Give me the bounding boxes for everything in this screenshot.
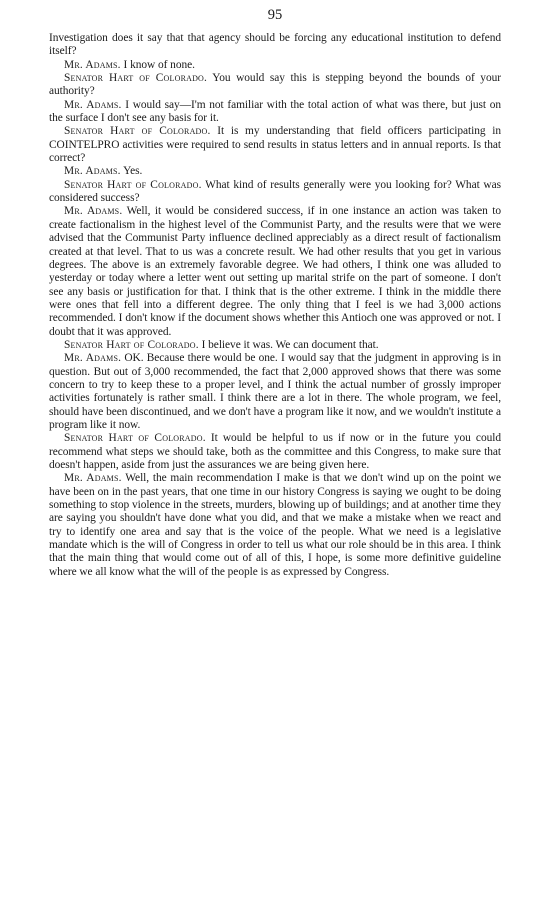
paragraph-text: It would be helpful to us if now or in the future you could recommend what steps we should take, both as the committee and this Congress, to make sure that doesn't happen, aside from just the assurances we are being given here. xyxy=(49,432,501,471)
paragraph-adams xyxy=(49,99,501,126)
paragraph-text: What kind of results generally were you looking for? What was considered success? xyxy=(49,178,501,205)
paragraph-text: It is my understanding that field officers participating in COINTELPRO activities were required to send results in status letters and in annual reports. Is that correct? xyxy=(49,125,501,165)
paragraph-text: I would say—I'm not familiar with the total action of what was there, but just on the surface I don't see any basis for it. xyxy=(49,98,501,125)
paragraph-hart xyxy=(49,179,501,206)
paragraph-hart xyxy=(49,339,501,352)
speaker-name: Mr. Adams. xyxy=(64,58,121,71)
paragraph-hart xyxy=(49,72,501,99)
paragraph-text: You would say this is stepping beyond the bounds of your authority? xyxy=(49,72,501,98)
speaker-name: Senator Hart of Colorado. xyxy=(64,178,202,191)
speaker-name: Senator Hart of Colorado. xyxy=(64,125,211,138)
paragraph-hart xyxy=(49,432,501,472)
speaker-name: Mr. Adams. xyxy=(64,165,121,178)
page-number: 95 xyxy=(267,7,283,23)
paragraph-adams xyxy=(49,352,501,432)
paragraph-text: Well, it would be considered success, if in one instance an action was taken to create factionalism in the highest level of the Communist Party, and the results were that we were advised that the Communist Party influence declined appreciably as a direct result of factionalism created at that level. That to us was a concrete result. We had other results that you get in various degrees. The above is an extremely favorable degree. We had others, I think one was alluded to yesterday or today where a letter went out setting up marital strife on the part of someone. I don't see any basis or justification for that. I think that is the other extreme. I think in the middle there were ones that fell into a different degree. The only thing that I feel is we had 3,000 actions recommended. I don't know if the document shows whether this Antioch one was approved or not. I doubt that it was approved. xyxy=(49,205,501,338)
speaker-name: Mr. Adams. xyxy=(64,352,122,365)
paragraph-adams xyxy=(49,472,501,579)
speaker-name: Mr. Adams. xyxy=(64,472,122,485)
speaker-name: Senator Hart of Colorado. xyxy=(64,338,199,351)
paragraph-adams xyxy=(49,165,501,178)
speaker-name: Mr. Adams. xyxy=(64,98,122,111)
speaker-name: Mr. Adams. xyxy=(64,205,123,218)
paragraph-continuation xyxy=(49,32,501,59)
paragraph-text: Investigation does it say that that agency should be forcing any educational institution to defend itself? xyxy=(49,32,501,58)
speaker-name: Senator Hart of Colorado. xyxy=(64,72,208,85)
paragraph-adams xyxy=(49,59,501,72)
paragraph-hart xyxy=(49,125,501,165)
paragraph-text: OK. Because there would be one. I would say that the judgment in approving is in question. But out of 3,000 recommended, the fact that 2,000 approved shows that there was some concern to try to keep these to a proper level, and I think the actual number of grossly improper activities fortunately is rather small. I think there are a lot in there. The whole program, we feel, should have been discontinued, and we don't have a program like it now, and we wouldn't institute a program like it now. xyxy=(49,352,501,431)
paragraph-text: I know of none. xyxy=(120,58,195,71)
paragraph-adams xyxy=(49,205,501,338)
document-page xyxy=(49,6,501,579)
speaker-name: Senator Hart of Colorado. xyxy=(64,432,206,445)
paragraph-text: Well, the main recommendation I make is that we don't wind up on the point we have been on in the past years, that one time in our history Congress is saying we ought to be doing something to stop violence in the streets, murders, blowing up of buildings; and at another time they are saying you shouldn't have done what you did, and that we make a mistake when we react and try to identify one area and say that is the voice of the people. What we need is a legislative mandate which is the will of Congress in order to tell us what our role should be in this area. I think that the main thing that would come out of all of this, I hope, is some more definitive guideline where we all know what the will of the people is as expressed by Congress. xyxy=(49,472,501,578)
transcript-body xyxy=(49,32,501,579)
paragraph-text: I believe it was. We can document that. xyxy=(198,338,379,351)
paragraph-text: Yes. xyxy=(120,165,143,178)
